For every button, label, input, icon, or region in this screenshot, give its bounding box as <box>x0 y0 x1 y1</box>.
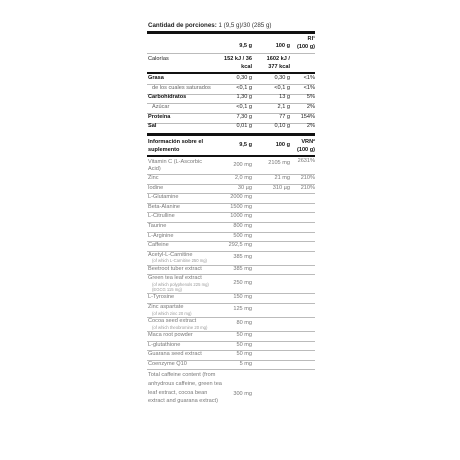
supplement-label: Zinc aspartate <box>148 304 184 310</box>
supplement-vrn: 210% <box>300 184 315 191</box>
supplement-header-vrn-bot: (100 g) <box>296 147 315 153</box>
nutrition-label: Proteína <box>148 114 171 120</box>
supplement-label: Cocoa seed extract <box>148 318 197 324</box>
supplement-vrn: 2631% <box>297 158 315 164</box>
supplement-value-serving: 800 mg <box>233 223 252 229</box>
nutrition-label: Sal <box>148 123 157 129</box>
serving-line <box>148 22 271 29</box>
supplement-value-100g: 310 µg <box>272 184 290 191</box>
supplement-label: L-Arginine <box>148 232 174 239</box>
nutrition-value-100g: 77 g <box>279 114 290 120</box>
supplement-label: Beta-Alanine <box>148 203 181 210</box>
nutrition-bottom-rule <box>147 133 315 136</box>
nutrition-ri: 2% <box>306 123 315 129</box>
nutrition-label: Grasa <box>148 75 164 81</box>
supplement-value-serving: 150 mg <box>233 294 252 301</box>
supplement-label: Taurine <box>148 223 167 229</box>
supplement-label: Acetyl-L-Carnitine <box>148 251 193 258</box>
nutrition-value-serving: 1,30 g <box>236 94 252 100</box>
supplement-title-b: suplemento <box>148 147 180 153</box>
nutrition-label: Carbohidratos <box>148 94 187 100</box>
divider <box>147 222 315 223</box>
nutrition-value-100g: 2,1 g <box>277 104 290 110</box>
nutrition-header-col1: 9,5 g <box>239 43 252 49</box>
nutrition-value-100g: 0,10 g <box>274 123 290 129</box>
supplement-header-rule <box>147 155 315 157</box>
nutrition-value-serving: <0,1 g <box>236 104 252 110</box>
supplement-note: (of which L-Carnitine 250 mg) <box>152 258 207 264</box>
nutrition-value-100g: 0,30 g <box>274 75 290 81</box>
supplement-value-serving: 385 mg <box>233 265 252 272</box>
supplement-value-serving: 50 mg <box>236 351 252 358</box>
supplement-label: Iodine <box>148 184 164 191</box>
nutrition-value-serving: 0,01 g <box>236 123 252 129</box>
supplement-value-serving: 2,0 mg <box>234 175 252 181</box>
supplement-label: Coenzyme Q10 <box>148 360 187 367</box>
nutrition-label: de los cuales saturados <box>152 85 211 91</box>
supplement-header-vrn-top: VRN² <box>301 139 315 145</box>
supplement-label: L-Glutamine <box>148 194 179 201</box>
supplement-vrn: 210% <box>300 175 315 181</box>
nutrition-header-ri-top: RI¹ <box>307 36 315 42</box>
divider <box>147 53 315 54</box>
calories-label: Calorías <box>148 56 169 62</box>
nutrition-ri: 154% <box>300 114 315 120</box>
supplement-value-serving: 300 mg <box>233 390 252 397</box>
serving-label: Cantidad de porciones: <box>148 22 217 29</box>
nutrition-ri: 2% <box>306 104 315 110</box>
supplement-value-serving: 125 mg <box>233 306 252 313</box>
nutrition-header-col2: 100 g <box>275 43 290 49</box>
nutrition-ri: <1% <box>303 85 315 91</box>
supplement-value-100g: 2105 mg <box>268 160 290 166</box>
calories-v2a: 1602 kJ / <box>266 56 290 62</box>
supplement-label: Caffeine <box>148 242 169 249</box>
calories-rule <box>147 72 315 74</box>
supplement-value-serving: 30 µg <box>237 184 252 191</box>
supplement-value-serving: 385 mg <box>233 254 252 260</box>
supplement-value-serving: 1500 mg <box>230 203 252 210</box>
supplement-value-serving: 1000 mg <box>230 213 252 220</box>
supplement-label: Maca root powder <box>148 332 193 338</box>
supplement-value-serving: 200 mg <box>233 161 252 168</box>
supplement-value-serving: 2000 mg <box>230 194 252 201</box>
calories-v2b: 377 kcal <box>268 64 290 70</box>
nutrition-header-ri-bot: (100 g) <box>296 44 315 50</box>
supplement-note: (of which theobromine 20 mg) <box>152 324 208 330</box>
supplement-note: (of which polyphenols 225 mg) (EGCG 115 mg) <box>152 281 209 292</box>
supplement-header-col2: 100 g <box>275 142 290 148</box>
supplement-label: L-glutathione <box>148 341 181 348</box>
supplement-value-serving: 80 mg <box>236 320 252 327</box>
nutrition-value-serving: 7,30 g <box>236 114 252 120</box>
nutrition-value-100g: <0,1 g <box>274 85 290 91</box>
supplement-note: (of which zinc 20 mg) <box>152 310 192 316</box>
supplement-label: Total caffeine content (from anhydrous caffeine, green tea leaf extract, cocoa bean extract and guarana extract) <box>148 372 222 405</box>
serving-value: 1 (9,5 g)/30 (285 g) <box>218 22 272 29</box>
supplement-label: Guarana seed extract <box>148 351 202 358</box>
top-thick-rule <box>147 31 315 34</box>
divider <box>147 369 315 370</box>
supplement-value-serving: 50 mg <box>236 332 252 338</box>
calories-v1b: kcal <box>241 64 252 70</box>
supplement-label: L-Tyrosine <box>148 294 175 301</box>
supplement-label: Zinc <box>148 175 159 181</box>
supplement-label: L-Citrulline <box>148 213 175 220</box>
nutrition-value-100g: 13 g <box>279 94 290 100</box>
nutrition-ri: 5% <box>306 94 315 100</box>
supplement-value-serving: 250 mg <box>233 280 252 287</box>
nutrition-label: Azúcar <box>152 104 170 110</box>
calories-v1a: 152 kJ / 36 <box>224 56 252 62</box>
supplement-value-serving: 500 mg <box>233 232 252 239</box>
nutrition-value-serving: <0,1 g <box>236 85 252 91</box>
supplement-label: Green tea leaf extract <box>148 275 202 282</box>
supplement-value-serving: 50 mg <box>236 341 252 348</box>
supplement-label: Vitamin C (L-Ascorbic Acid) <box>148 159 202 172</box>
supplement-value-serving: 5 mg <box>239 360 252 367</box>
supplement-header-col1: 9,5 g <box>239 142 252 148</box>
nutrition-value-serving: 0,30 g <box>236 75 252 81</box>
supplement-value-100g: 21 mg <box>274 175 290 181</box>
supplement-label: Beetroot tuber extract <box>148 265 202 272</box>
supplement-value-serving: 292,5 mg <box>228 242 252 249</box>
supplement-title-a: Información sobre el <box>148 139 204 145</box>
nutrition-ri: <1% <box>303 75 315 81</box>
